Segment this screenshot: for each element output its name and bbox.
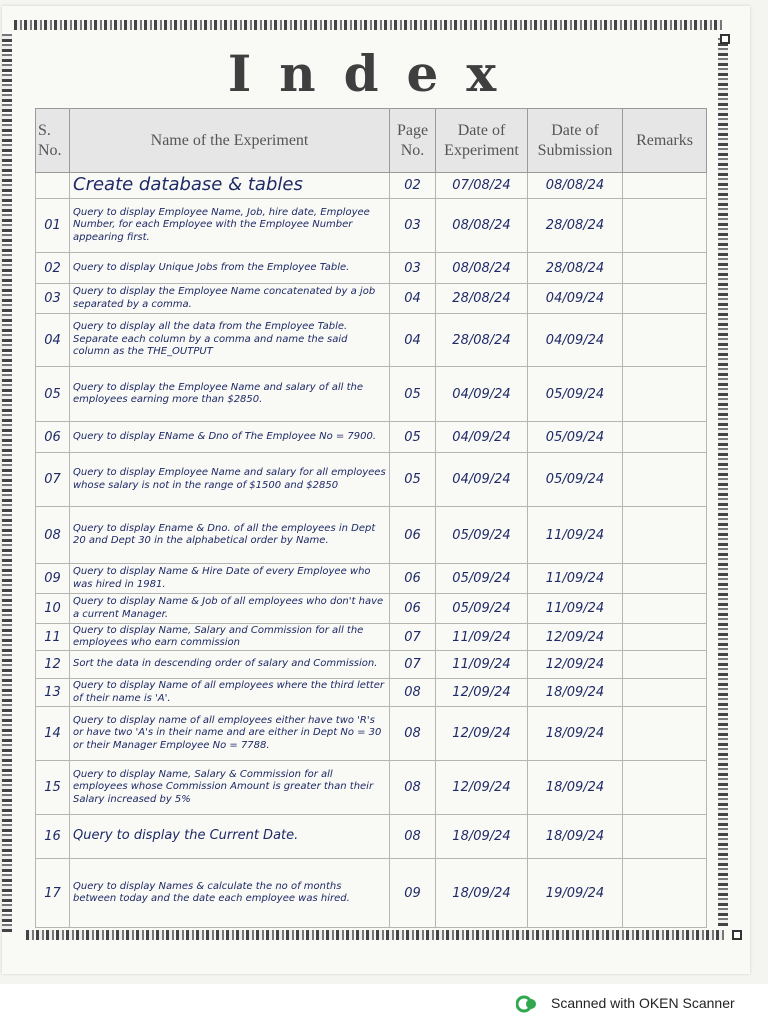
corner-top-right (720, 34, 730, 44)
row-experiment: Query to display name of all employees either have two 'R's or have two 'A's in their name and are either in Dept No = 30 or their Manager Employee No = 7788. (70, 707, 390, 761)
row-experiment: Query to display all the data from the Employee Table. Separate each column by a comma and name the said column as the THE_OUTPUT (70, 314, 390, 367)
header-date-submission: Date of Submission (528, 109, 623, 173)
row-experiment: Query to display the Current Date. (70, 815, 390, 859)
row-date-submission: 18/09/24 (528, 707, 623, 761)
row-page: 02 (390, 173, 436, 199)
row-page: 07 (390, 624, 436, 651)
row-date-submission: 19/09/24 (528, 859, 623, 928)
row-date-experiment: 07/08/24 (436, 173, 528, 199)
row-sno: 05 (36, 367, 70, 422)
row-experiment: Create database & tables (70, 173, 390, 199)
row-sno: 11 (36, 624, 70, 651)
row-experiment: Query to display the Employee Name concatenated by a job separated by a comma. (70, 284, 390, 314)
table-row (36, 594, 707, 624)
row-remarks (623, 815, 707, 859)
row-remarks (623, 679, 707, 707)
table-row (36, 707, 707, 761)
row-remarks (623, 253, 707, 284)
row-page: 05 (390, 422, 436, 453)
row-date-submission: 05/09/24 (528, 453, 623, 507)
header-date-experiment: Date of Experiment (436, 109, 528, 173)
row-date-submission: 05/09/24 (528, 422, 623, 453)
row-date-submission: 28/08/24 (528, 253, 623, 284)
row-page: 06 (390, 564, 436, 594)
row-sno: 08 (36, 507, 70, 564)
row-page: 03 (390, 253, 436, 284)
row-remarks (623, 314, 707, 367)
row-page: 09 (390, 859, 436, 928)
row-remarks (623, 594, 707, 624)
row-experiment: Query to display Name, Salary and Commission for all the employees who earn commission (70, 624, 390, 651)
row-page: 06 (390, 507, 436, 564)
row-sno: 09 (36, 564, 70, 594)
index-table (35, 108, 707, 928)
row-date-experiment: 28/08/24 (436, 314, 528, 367)
row-sno: 02 (36, 253, 70, 284)
corner-bottom-right (732, 930, 742, 940)
row-date-submission: 11/09/24 (528, 594, 623, 624)
table-row (36, 422, 707, 453)
row-remarks (623, 284, 707, 314)
row-date-experiment: 18/09/24 (436, 815, 528, 859)
row-sno: 14 (36, 707, 70, 761)
row-sno: 07 (36, 453, 70, 507)
row-remarks (623, 651, 707, 679)
scanner-footer (0, 984, 768, 1024)
row-remarks (623, 761, 707, 815)
top-border (14, 20, 724, 30)
header-sno: S. No. (36, 109, 70, 173)
row-date-experiment: 05/09/24 (436, 594, 528, 624)
row-date-submission: 11/09/24 (528, 507, 623, 564)
row-sno: 12 (36, 651, 70, 679)
table-row (36, 651, 707, 679)
header-name: Name of the Experiment (70, 109, 390, 173)
row-remarks (623, 199, 707, 253)
row-experiment: Query to display Name, Salary & Commission for all employees whose Commission Amount is greater than their Salary increased by 5% (70, 761, 390, 815)
table-row (36, 761, 707, 815)
table-row (36, 624, 707, 651)
row-date-experiment: 12/09/24 (436, 707, 528, 761)
row-remarks (623, 173, 707, 199)
row-remarks (623, 624, 707, 651)
row-date-submission: 11/09/24 (528, 564, 623, 594)
scanner-footer-text: Scanned with OKEN Scanner (551, 995, 735, 1011)
row-sno: 16 (36, 815, 70, 859)
row-remarks (623, 453, 707, 507)
row-date-submission: 04/09/24 (528, 284, 623, 314)
row-page: 05 (390, 453, 436, 507)
row-experiment: Query to display Employee Name, Job, hire date, Employee Number, for each Employee with the Employee Number appearing first. (70, 199, 390, 253)
row-remarks (623, 367, 707, 422)
header-page: Page No. (390, 109, 436, 173)
oken-scanner-logo-icon (516, 994, 538, 1014)
row-date-submission: 18/09/24 (528, 815, 623, 859)
table-row (36, 173, 707, 199)
header-remarks: Remarks (623, 109, 707, 173)
row-page: 03 (390, 199, 436, 253)
row-date-experiment: 11/09/24 (436, 624, 528, 651)
row-experiment: Sort the data in descending order of salary and Commission. (70, 651, 390, 679)
row-sno: 15 (36, 761, 70, 815)
table-row (36, 314, 707, 367)
row-sno: 17 (36, 859, 70, 928)
row-date-experiment: 28/08/24 (436, 284, 528, 314)
row-date-experiment: 08/08/24 (436, 253, 528, 284)
row-experiment: Query to display EName & Dno of The Employee No = 7900. (70, 422, 390, 453)
row-remarks (623, 422, 707, 453)
row-page: 06 (390, 594, 436, 624)
table-row (36, 564, 707, 594)
row-date-experiment: 11/09/24 (436, 651, 528, 679)
table-row (36, 367, 707, 422)
row-page: 04 (390, 314, 436, 367)
row-date-experiment: 08/08/24 (436, 199, 528, 253)
row-date-submission: 28/08/24 (528, 199, 623, 253)
row-date-experiment: 12/09/24 (436, 761, 528, 815)
table-row (36, 815, 707, 859)
row-page: 08 (390, 761, 436, 815)
row-sno: 13 (36, 679, 70, 707)
table-row (36, 453, 707, 507)
row-sno: 01 (36, 199, 70, 253)
row-date-submission: 04/09/24 (528, 314, 623, 367)
row-experiment: Query to display Name & Hire Date of every Employee who was hired in 1981. (70, 564, 390, 594)
table-row (36, 859, 707, 928)
table-row (36, 284, 707, 314)
row-sno (36, 173, 70, 199)
page-title: Index (227, 44, 525, 103)
table-row (36, 679, 707, 707)
row-page: 07 (390, 651, 436, 679)
row-experiment: Query to display Name & Job of all employees who don't have a current Manager. (70, 594, 390, 624)
row-experiment: Query to display Ename & Dno. of all the employees in Dept 20 and Dept 30 in the alphabetical order by Name. (70, 507, 390, 564)
index-page (2, 6, 750, 974)
right-border (718, 36, 728, 926)
row-remarks (623, 564, 707, 594)
header-row (36, 109, 707, 173)
row-experiment: Query to display Unique Jobs from the Employee Table. (70, 253, 390, 284)
row-sno: 06 (36, 422, 70, 453)
row-date-submission: 18/09/24 (528, 761, 623, 815)
row-experiment: Query to display Employee Name and salary for all employees whose salary is not in the range of $1500 and $2850 (70, 453, 390, 507)
row-date-experiment: 05/09/24 (436, 507, 528, 564)
row-experiment: Query to display the Employee Name and salary of all the employees earning more than $2850. (70, 367, 390, 422)
row-date-experiment: 04/09/24 (436, 422, 528, 453)
left-border (2, 32, 12, 932)
row-date-submission: 08/08/24 (528, 173, 623, 199)
row-experiment: Query to display Name of all employees where the third letter of their name is 'A'. (70, 679, 390, 707)
row-sno: 04 (36, 314, 70, 367)
row-page: 04 (390, 284, 436, 314)
row-date-experiment: 18/09/24 (436, 859, 528, 928)
row-date-experiment: 04/09/24 (436, 367, 528, 422)
row-remarks (623, 859, 707, 928)
row-remarks (623, 507, 707, 564)
row-date-experiment: 04/09/24 (436, 453, 528, 507)
row-sno: 10 (36, 594, 70, 624)
row-sno: 03 (36, 284, 70, 314)
row-remarks (623, 707, 707, 761)
row-page: 08 (390, 679, 436, 707)
row-date-submission: 18/09/24 (528, 679, 623, 707)
row-date-experiment: 12/09/24 (436, 679, 528, 707)
row-date-submission: 05/09/24 (528, 367, 623, 422)
table-row (36, 253, 707, 284)
bottom-border (26, 930, 724, 940)
row-page: 05 (390, 367, 436, 422)
table-row (36, 199, 707, 253)
row-date-experiment: 05/09/24 (436, 564, 528, 594)
row-date-submission: 12/09/24 (528, 624, 623, 651)
row-page: 08 (390, 815, 436, 859)
table-row (36, 507, 707, 564)
row-page: 08 (390, 707, 436, 761)
row-date-submission: 12/09/24 (528, 651, 623, 679)
row-experiment: Query to display Names & calculate the no of months between today and the date each employee was hired. (70, 859, 390, 928)
